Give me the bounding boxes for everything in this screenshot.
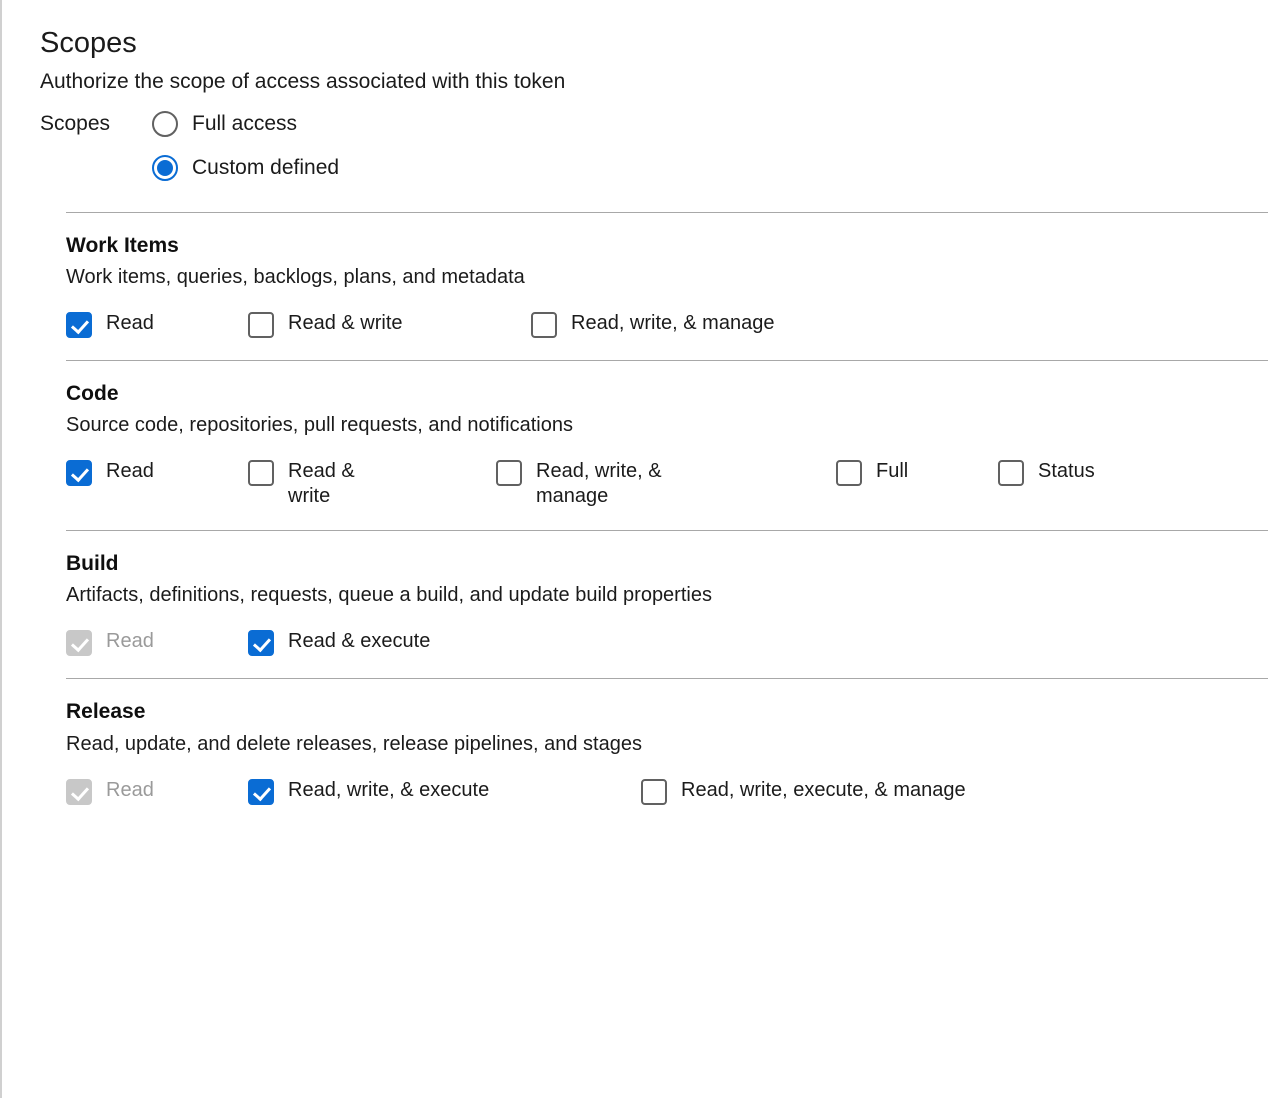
label-release-read-write-execute-manage: Read, write, execute, & manage — [681, 778, 966, 801]
option-code-status[interactable] — [998, 459, 1095, 486]
group-title-build: Build — [66, 552, 119, 576]
checkbox-code-read-write-manage[interactable] — [496, 460, 522, 486]
option-code-full[interactable] — [836, 459, 998, 486]
page-subtitle: Authorize the scope of access associated with this token — [40, 69, 566, 93]
label-build-read: Read — [106, 630, 154, 653]
checkbox-code-full[interactable] — [836, 460, 862, 486]
label-build-read-execute: Read & execute — [288, 630, 431, 653]
option-work-items-read-write-manage[interactable] — [531, 311, 774, 338]
checkbox-release-read-write-execute[interactable] — [248, 779, 274, 805]
checkbox-build-read — [66, 630, 92, 656]
group-title-code: Code — [66, 382, 119, 406]
radio-custom-defined[interactable] — [152, 155, 178, 181]
group-description-work-items: Work items, queries, backlogs, plans, and metadata — [66, 266, 525, 289]
scope-group-release — [40, 679, 1282, 804]
scope-group-work-items — [40, 213, 1282, 338]
group-title-release: Release — [66, 700, 146, 724]
checkbox-code-status[interactable] — [998, 460, 1024, 486]
scope-mode-radio-group — [40, 102, 1282, 190]
option-release-read — [66, 778, 248, 805]
options-row-release — [66, 778, 1282, 805]
checkbox-code-read-write[interactable] — [248, 460, 274, 486]
checkbox-release-read-write-execute-manage[interactable] — [641, 779, 667, 805]
radio-label-full-access: Full access — [192, 111, 298, 135]
option-build-read-execute[interactable] — [248, 629, 430, 656]
label-code-full: Full — [876, 460, 909, 483]
label-code-status: Status — [1038, 460, 1095, 483]
label-release-read: Read — [106, 778, 154, 801]
option-release-read-write-execute-manage[interactable] — [641, 778, 966, 805]
options-row-build — [66, 629, 1282, 656]
group-description-build: Artifacts, definitions, requests, queue a build, and update build properties — [66, 584, 712, 607]
scope-group-build — [40, 531, 1282, 656]
checkbox-work-items-read[interactable] — [66, 312, 92, 338]
checkbox-release-read — [66, 779, 92, 805]
radio-full-access[interactable] — [152, 111, 178, 137]
option-code-read[interactable] — [66, 459, 248, 486]
left-edge-rule — [0, 0, 2, 1098]
label-work-items-read-write: Read & write — [288, 312, 403, 335]
label-work-items-read: Read — [106, 312, 154, 335]
options-row-code — [66, 459, 1282, 508]
page-title: Scopes — [40, 27, 137, 59]
label-code-read: Read — [106, 460, 154, 483]
scopes-field-label: Scopes — [40, 111, 111, 135]
option-work-items-read-write[interactable] — [248, 311, 531, 338]
option-code-read-write[interactable] — [248, 459, 496, 508]
radio-row-custom-defined[interactable] — [40, 146, 1282, 190]
scope-group-code — [40, 361, 1282, 508]
option-work-items-read[interactable] — [66, 311, 248, 338]
label-code-read-write: Read & write — [288, 460, 355, 507]
group-title-work-items: Work Items — [66, 233, 179, 257]
checkbox-code-read[interactable] — [66, 460, 92, 486]
checkbox-work-items-read-write[interactable] — [248, 312, 274, 338]
group-description-release: Read, update, and delete releases, release pipelines, and stages — [66, 732, 642, 755]
checkbox-work-items-read-write-manage[interactable] — [531, 312, 557, 338]
label-work-items-read-write-manage: Read, write, & manage — [571, 312, 775, 335]
radio-row-full-access[interactable] — [40, 102, 1282, 146]
options-row-work-items — [66, 311, 1282, 338]
checkbox-build-read-execute[interactable] — [248, 630, 274, 656]
option-release-read-write-execute[interactable] — [248, 778, 641, 805]
option-build-read — [66, 629, 248, 656]
option-code-read-write-manage[interactable] — [496, 459, 836, 508]
label-code-read-write-manage: Read, write, & manage — [536, 460, 662, 507]
label-release-read-write-execute: Read, write, & execute — [288, 778, 490, 801]
radio-label-custom-defined: Custom defined — [192, 155, 340, 179]
group-description-code: Source code, repositories, pull requests, and notifications — [66, 414, 573, 437]
